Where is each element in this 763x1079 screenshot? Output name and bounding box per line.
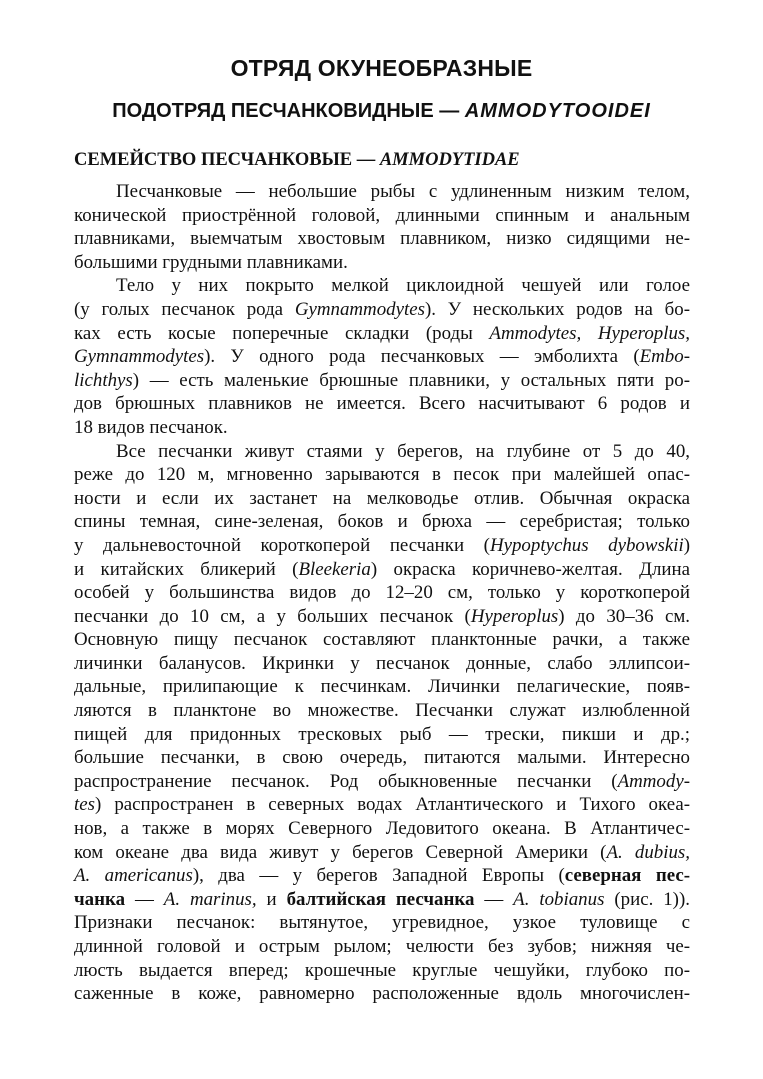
text-line: Основную пищу песчанок составляют планктонные рачки, а также <box>74 629 690 651</box>
body-text <box>74 180 690 1006</box>
text-line: ности и если их застанет на мелководье отлив. Обычная окраска <box>74 487 690 509</box>
text-line: саженные в коже, равномерно расположенные вдоль многочислен- <box>74 983 690 1005</box>
text-line: люсть выдается вперед; крошечные круглые чешуйки, глубоко по- <box>74 959 690 981</box>
text-line: tes) распространен в северных водах Атлантического и Тихого океа- <box>74 794 690 816</box>
text-line: распространение песчанок. Род обыкновенные песчанки (Ammody- <box>74 770 690 792</box>
text-line: песчанки до 10 см, а у больших песчанок (Hyperoplus) до 30–36 см. <box>74 605 691 627</box>
text-line: плавниками, выемчатым хвостовым плавником, низко сидящими не- <box>74 228 690 250</box>
text-line: Gymnammodytes). У одного рода песчанковых — эмболихта (Embo- <box>74 346 690 368</box>
text-line: 18 видов песчанок. <box>74 416 228 438</box>
text-line: lichthys) — есть маленькие брюшные плавники, у остальных пяти ро- <box>74 369 690 391</box>
text-line: длинной головой и острым рылом; челюсти без зубов; нижняя че- <box>74 936 690 957</box>
text-line: большими грудными плавниками. <box>74 251 348 273</box>
text-line: большие песчанки, в свою очередь, питаются малыми. Интересно <box>74 747 690 769</box>
text-line: спины темная, сине-зеленая, боков и брюха — серебристая; только <box>74 511 690 533</box>
text-line: пищей для придонных тресковых рыб — трески, пикши и др.; <box>74 723 690 745</box>
text-line: и китайских бликерий (Bleekeria) окраска коричнево-желтая. Длина <box>74 558 691 580</box>
family-title-latin: AMMODYTIDAE <box>379 150 520 170</box>
text-line: Признаки песчанок: вытянутое, угревидное, узкое туловище с <box>74 912 690 934</box>
text-line: Тело у них покрыто мелкой циклоидной чешуей или голое <box>116 275 690 297</box>
text-line: у дальневосточной короткоперой песчанки (Hypoptychus dybowskii) <box>74 534 691 556</box>
text-line: (у голых песчанок рода Gymnammodytes). У нескольких родов на бо- <box>74 298 690 320</box>
text-line: ляются в планктоне во множестве. Песчанки служат излюбленной <box>74 700 690 722</box>
text-line: особей у большинства видов до 12–20 см, только у короткоперой <box>74 582 690 604</box>
text-line: Песчанковые — небольшие рыбы с удлиненным низким телом, <box>116 181 690 202</box>
suborder-title-latin: AMMODYTOOIDEI <box>464 100 651 122</box>
suborder-title-ru: ПОДОТРЯД ПЕСЧАНКОВИДНЫЕ — <box>112 100 465 122</box>
text-line: Все песчанки живут стаями у берегов, на глубине от 5 до 40, <box>116 440 690 462</box>
text-line: реже до 120 м, мгновенно зарываются в песок при малейшей опас- <box>74 464 690 486</box>
text-line: чанка — A. marinus, и балтийская песчанка — A. tobianus (рис. 1)). <box>74 888 690 910</box>
text-line: конической приострённой головой, длинными спинным и анальным <box>74 204 690 226</box>
text-line: дов брюшных плавников не имеется. Всего насчитывают 6 родов и <box>74 393 690 415</box>
text-line: дальные, прилипающие к песчинкам. Личинки пелагические, появ- <box>74 676 690 698</box>
text-line: ком океане два вида живут у берегов Северной Америки (A. dubius, <box>74 841 690 863</box>
family-title-ru: СЕМЕЙСТВО ПЕСЧАНКОВЫЕ — <box>74 150 380 170</box>
text-line: ках есть косые поперечные складки (роды Ammodytes, Hyperoplus, <box>74 322 690 344</box>
text-line: нов, а также в морях Северного Ледовитого океана. В Атлантичес- <box>74 818 690 840</box>
family-title <box>74 150 520 171</box>
text-line: A. americanus), два — у берегов Западной Европы (северная пес- <box>74 865 690 887</box>
order-title: ОТРЯД ОКУНЕОБРАЗНЫЕ <box>230 55 533 81</box>
text-line: личинки баланусов. Икринки у песчанок донные, слабо эллипсои- <box>74 652 690 674</box>
suborder-title <box>0 100 763 123</box>
